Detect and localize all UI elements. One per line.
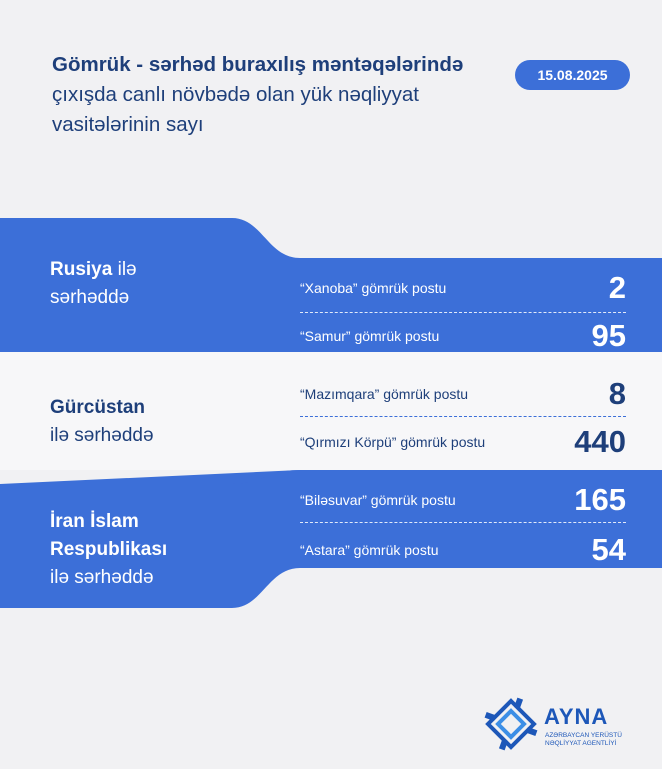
brand-subtitle-line2: NƏQLİYYAT AGENTLİYİ — [545, 740, 617, 747]
brand-name: AYNA — [544, 704, 609, 729]
post-count: 8 — [608, 376, 626, 411]
brand-subtitle-line1: AZƏRBAYCAN YERÜSTÜ — [545, 732, 622, 739]
post-name: “Qırmızı Körpü” gömrük postu — [300, 434, 486, 450]
region-georgia — [50, 394, 154, 450]
title-regular: çıxışda canlı növbədə olan yük nəqliyyat vasitələrinin sayı — [52, 83, 419, 136]
brand-subtitle — [545, 732, 635, 748]
divider — [300, 312, 626, 313]
region-iran-line3: ilə sərhəddə — [50, 567, 154, 588]
post-count: 440 — [574, 424, 626, 459]
date-badge: 15.08.2025 — [515, 60, 630, 90]
region-iran — [50, 508, 167, 592]
post-name: “Mazımqara” gömrük postu — [300, 386, 469, 402]
region-russia-suffix: ilə — [112, 259, 137, 280]
region-georgia-line2: ilə sərhəddə — [50, 425, 154, 446]
post-name: “Biləsuvar” gömrük postu — [300, 492, 456, 508]
region-russia-line2: sərhəddə — [50, 287, 130, 308]
divider — [300, 522, 626, 523]
post-count: 95 — [591, 318, 626, 353]
post-name: “Xanoba” gömrük postu — [300, 280, 447, 296]
post-count: 54 — [591, 532, 626, 567]
region-iran-name-line2: Respublikası — [50, 539, 168, 560]
post-count: 165 — [574, 482, 626, 517]
title-bold: Gömrük - sərhəd buraxılış məntəqələrində — [52, 53, 464, 76]
ayna-logo-icon — [484, 697, 538, 751]
region-georgia-name: Gürcüstan — [50, 397, 146, 418]
post-name: “Samur” gömrük postu — [300, 328, 440, 344]
divider — [300, 416, 626, 417]
post-count: 2 — [608, 270, 626, 305]
region-russia-name: Rusiya — [50, 259, 113, 280]
region-iran-name: İran İslam — [50, 511, 139, 532]
region-russia — [50, 256, 137, 312]
post-name: “Astara” gömrük postu — [300, 542, 439, 558]
